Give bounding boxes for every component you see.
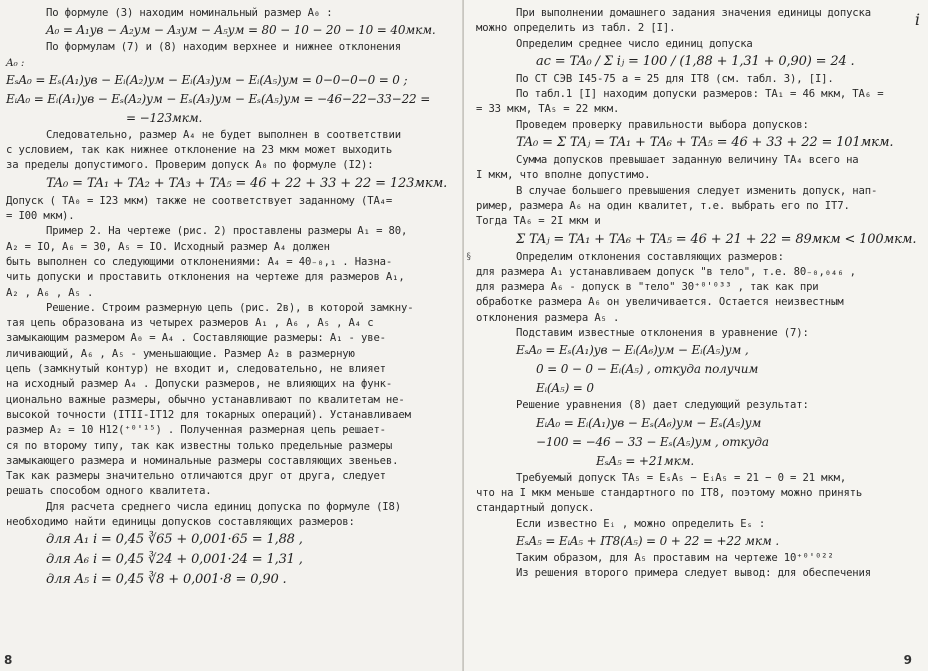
text-line: Так как размеры значительно отличаются друг от друга, следует (6, 470, 386, 483)
text-line: для размера A₆ - допуск в "тело" 30⁺⁰'⁰³³ , так как при (476, 281, 819, 294)
text-line: что на I мкм меньше стандартного по IT8, поэтому можно принять (476, 486, 863, 499)
text-line: Подставим известные отклонения в уравнение (7): (516, 327, 809, 340)
text-line: По СТ СЭВ I45-75 a = 25 для IT8 (см. табл. 3), [I]. (516, 72, 834, 85)
formula-line: EᵢA₀ = Eᵢ(A₁)ув − Eₛ(A₆)ум − Eₛ(A₅)ум (536, 415, 762, 430)
text-line: решать способом одного квалитета. (6, 485, 212, 498)
text-line: Требуемый допуск TA₅ = EₛA₅ − EᵢA₅ = 21 − 0 = 21 мкм, (516, 471, 847, 484)
text-line: Из решения второго примера следует вывод: для обеспечения (516, 567, 871, 580)
text-line: на исходный размер A₄ . Допуски размеров, не влияющих на функ- (6, 378, 393, 391)
formula-line: Eᵢ(A₅) = 0 (536, 381, 594, 396)
text-line: Если известно Eᵢ , можно определить Eₛ : (516, 517, 766, 530)
text-line: = 33 мкм, TA₅ = 22 мкм. (476, 103, 620, 116)
text-line: тая цепь образована из четырех размеров A₁ , A₆ , A₅ , A₄ с (6, 317, 374, 330)
text-line: = I00 мкм). (6, 210, 75, 223)
text-line: Проведем проверку правильности выбора допусков: (516, 118, 809, 131)
text-line: Определим среднее число единиц допуска (516, 37, 753, 50)
right-page (464, 0, 928, 671)
text-line: По формуле (3) находим номинальный размер A₀ : (46, 7, 333, 19)
text-line: цепь (замкнутый контур) не входит и, следовательно, не влияет (6, 363, 386, 376)
text-line: Таким образом, для A₅ проставим на чертеже 10⁺⁰'⁰²² (516, 551, 834, 564)
formula-line: для A₆ i = 0,45 ∛24 + 0,001·24 = 1,31 , (46, 552, 303, 568)
formula-line: = −123мкм. (126, 110, 203, 125)
formula-line: EₛA₅ = EᵢA₅ + IT8(A₅) = 0 + 22 = +22 мкм . (516, 533, 780, 548)
text-line: чить допуски и проставить отклонения на чертеже для размеров A₁, (6, 271, 405, 284)
formula-line: для A₅ i = 0,45 ∛8 + 0,001·8 = 0,90 . (46, 572, 287, 588)
text-line: личивающий, A₆ , A₅ - уменьшающие. Размер A₂ в размерную (6, 347, 355, 360)
formula-line: EₛA₅ = +21мкм. (596, 453, 695, 468)
left-page (0, 0, 464, 671)
right-page-number: 9 (903, 653, 912, 667)
text-line: В случае большего превышения следует изменить допуск, нап- (516, 184, 878, 197)
text-line: A₂ = IO, A₆ = 30, A₅ = IO. Исходный размер A₄ должен (6, 240, 330, 253)
text-line: отклонения размера A₅ . (476, 311, 620, 324)
text-line: Решение. Строим размерную цепь (рис. 2в), в которой замкну- (46, 301, 414, 314)
text-line: ционально важные размеры, обычно устанавливают по квалитетам не- (6, 393, 405, 406)
text-line: с условием, так как нижнее отклонение на 23 мкм может выходить (6, 144, 393, 157)
formula-line: EₛA₀ = Eₛ(A₁)ув − Eᵢ(A₆)ум − Eᵢ(A₅)ум , (516, 343, 749, 358)
formula-line: EᵢA₀ = Eᵢ(A₁)ув − Eₛ(A₂)ум − Eₛ(A₃)ум − Eₛ(A₅)ум = −46−22−33−22 = (6, 91, 431, 106)
text-line: быть выполнен со следующими отклонениями: A₄ = 40₋₀,₁ . Назна- (6, 255, 393, 268)
formula-line: 0 = 0 − 0 − Eᵢ(A₅) , откуда получим (536, 362, 759, 377)
text-line: Тогда TA₆ = 2I мкм и (476, 215, 601, 228)
text-line: Пример 2. На чертеже (рис. 2) проставлены размеры A₁ = 80, (46, 225, 408, 238)
formula-line: Σ TAⱼ = TA₁ + TA₆ + TA₅ = 46 + 21 + 22 = 89мкм < 100мкм. (516, 231, 917, 247)
text-line: Допуск ( TA₀ = I23 мкм) также не соответствует заданному (TA₄= (6, 194, 393, 207)
text-line: высокой точности (ITII-IT12 для токарных операций). Устанавливаем (6, 408, 411, 421)
text-line: размер A₂ = 10 H12(⁺⁰'¹⁵) . Полученная размерная цепь решает- (6, 424, 386, 437)
text-line: необходимо найти единицы допусков составляющих размеров: (6, 516, 355, 529)
margin-mark: § (466, 252, 472, 262)
text-line: обработке размера A₆ он увеличивается. Остается неизвестным (476, 296, 844, 309)
text-line: замыкающим размером A₀ = A₄ . Составляющие размеры: A₁ - уве- (6, 332, 386, 345)
text-line: для размера A₁ устанавливаем допуск "в тело", т.е. 80₋₀,₀₄₆ , (476, 265, 856, 278)
formula-line: для A₁ i = 0,45 ∛65 + 0,001·65 = 1,88 , (46, 532, 303, 548)
text-line: стандартный допуск. (476, 502, 595, 515)
text-line: Сумма допусков превышает заданную величину TA₄ всего на (516, 154, 859, 167)
formula-line: TA₀ = Σ TAⱼ = TA₁ + TA₆ + TA₅ = 46 + 33 + 22 = 101мкм. (516, 135, 894, 151)
text-line: Определим отклонения составляющих размеров: (516, 250, 784, 263)
text-line: Решение уравнения (8) дает следующий результат: (516, 399, 809, 412)
text-line: A₂ , A₆ , A₅ . (6, 286, 94, 299)
text-line: ся по второму типу, так как известны только предельные размеры (6, 439, 393, 452)
text-line: По формулам (7) и (8) находим верхнее и нижнее отклонения (46, 41, 401, 54)
corner-symbol: i (914, 10, 920, 29)
formula-line: −100 = −46 − 33 − Eₛ(A₅)ум , откуда (536, 434, 769, 449)
text-line: за пределы допустимого. Проверим допуск A₀ по формуле (I2): (6, 159, 374, 172)
formula-line: TA₀ = TA₁ + TA₂ + TA₃ + TA₅ = 46 + 22 + 33 + 22 = 123мкм. (46, 175, 448, 191)
formula-line: EₛA₀ = Eₛ(A₁)ув − Eᵢ(A₂)ум − Eᵢ(A₃)ум − Eᵢ(A₅)ум = 0−0−0−0 = 0 ; (6, 72, 408, 87)
formula-line: A₀ = A₁ув − A₂ум − A₃ум − A₅ум = 80 − 10 − 20 − 10 = 40мкм. (46, 23, 436, 38)
text-line: замыкающего размера и номинальные размеры составляющих звеньев. (6, 454, 399, 467)
text-line: По табл.1 [I] находим допуски размеров: TA₁ = 46 мкм, TA₆ = (516, 88, 884, 101)
text-line: ример, размера A₆ на один квалитет, т.е. выбрать его по IT7. (476, 199, 850, 212)
text-line: A₀ : (6, 56, 25, 69)
formula-line: aс = TA₀ / Σ iⱼ = 100 / (1,88 + 1,31 + 0,90) = 24 . (536, 53, 855, 69)
text-line: можно определить из табл. 2 [I]. (476, 22, 676, 35)
left-page-number: 8 (4, 653, 13, 667)
text-line: При выполнении домашнего задания значения единицы допуска (516, 7, 871, 19)
text-line: Следовательно, размер A₄ не будет выполнен в соответствии (46, 128, 401, 141)
text-line: I мкм, что вполне допустимо. (476, 169, 651, 182)
text-line: Для расчета среднего числа единиц допуска по формуле (I8) (46, 500, 401, 513)
